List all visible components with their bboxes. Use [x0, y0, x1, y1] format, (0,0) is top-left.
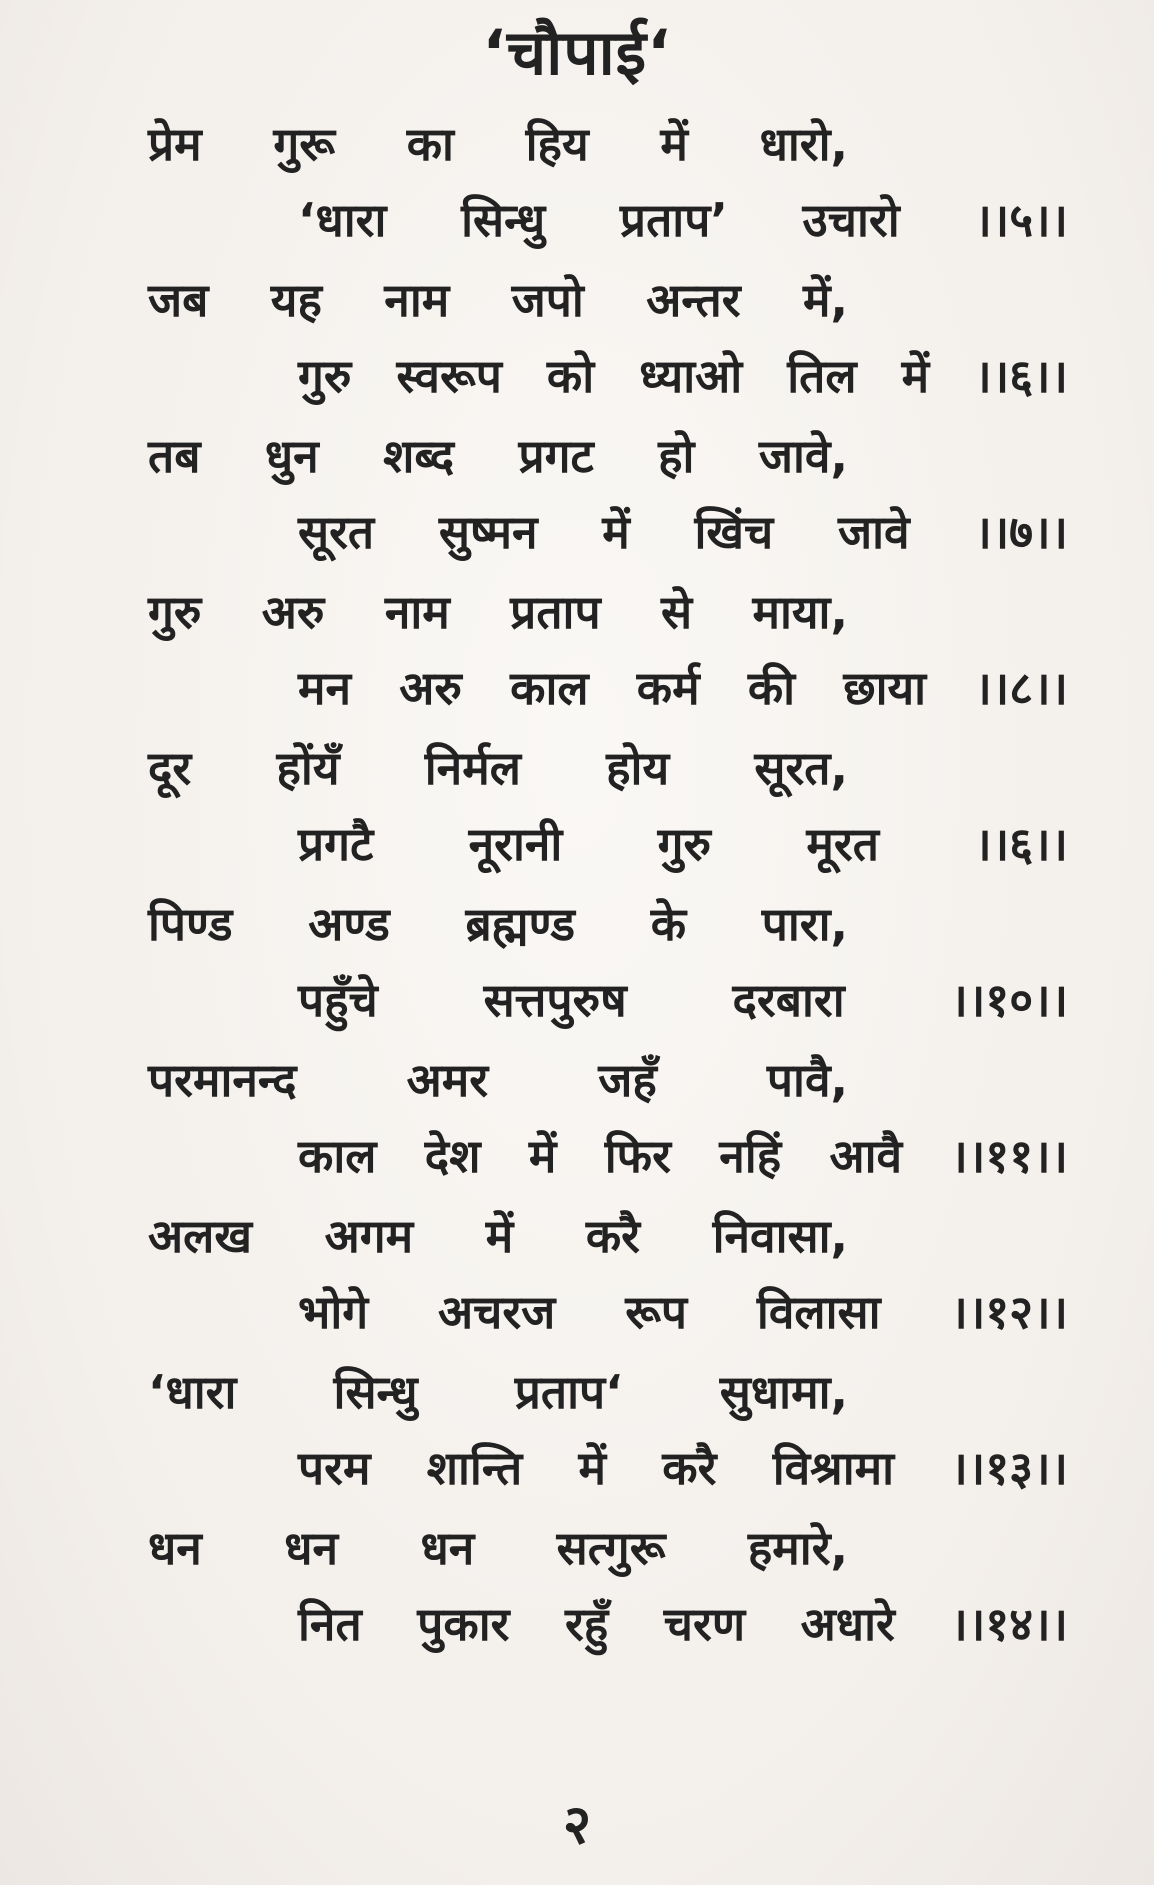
verse-word: में [528, 1129, 557, 1183]
verse-word: ।।१३।। [950, 1441, 1068, 1495]
verse-word: काल [298, 1129, 377, 1183]
verse-word: के [650, 897, 687, 951]
verse-line-second [298, 188, 1068, 252]
verse-word: पिण्ड [148, 897, 233, 951]
verse-line-first [148, 268, 848, 332]
verse-line-first [148, 580, 848, 644]
verse-word: विश्रामा [772, 1441, 895, 1495]
verse-word: ।।१४।। [950, 1597, 1068, 1651]
verse-line-first [148, 112, 848, 176]
verse-word: शब्द [383, 429, 455, 483]
verse-word: शान्ति [426, 1441, 523, 1495]
verse-word: ।।६।। [974, 349, 1068, 403]
verse-word: सिन्धु [461, 193, 546, 247]
verse-word: धन [284, 1521, 339, 1575]
verse-word: नूरानी [468, 817, 563, 871]
verse-word: कर्म [636, 661, 700, 715]
verse-word: यह [270, 273, 322, 327]
verse-word: का [406, 117, 454, 171]
verse-word: सूरत [298, 505, 375, 559]
verse-word: निवासा, [712, 1209, 848, 1263]
verse-word: विलासा [756, 1285, 881, 1339]
verse-word: प्रताप‘ [514, 1365, 623, 1419]
verse-word: ।।१०।। [950, 973, 1068, 1027]
page-number: २ [562, 1793, 592, 1856]
verse-word: तब [148, 429, 201, 483]
verse-word: में [485, 1209, 514, 1263]
verse-word: जहँ [598, 1053, 657, 1107]
verse-line-first [148, 424, 848, 488]
verse-word: अमर [406, 1053, 489, 1107]
verse-word: में [602, 505, 630, 559]
verse-word: ।।५।। [974, 193, 1068, 247]
verse-word: होय [606, 741, 670, 795]
verse-word: जब [148, 273, 209, 327]
verse-word: ।।८।। [974, 661, 1068, 715]
verse-word: गुरु [298, 349, 352, 403]
verse-word: हमारे, [747, 1521, 848, 1575]
verse-word: माया, [752, 585, 848, 639]
verse-word: ध्याओ [639, 349, 743, 403]
verse-word: परम [298, 1441, 371, 1495]
verse-word: अरु [399, 661, 462, 715]
verse-word: तिल [787, 349, 857, 403]
verse-word: रूप [625, 1285, 688, 1339]
verse-word: निर्मल [424, 741, 521, 795]
verse-word: पारा, [761, 897, 848, 951]
verse-word: परमानन्द [148, 1053, 297, 1107]
verse-word: गुरु [657, 817, 712, 871]
verse-line-first [148, 1360, 848, 1424]
verse-word: में [660, 117, 688, 171]
verse-line-second [298, 500, 1068, 564]
verse-line-first [148, 892, 848, 956]
verse-word: हो [658, 429, 695, 483]
verse-line-second [298, 1280, 1068, 1344]
verse-word: करै [662, 1441, 717, 1495]
verse-word: में [578, 1441, 606, 1495]
verse-word: अचरज [438, 1285, 556, 1339]
verse-word: प्रेम [148, 117, 202, 171]
verse-word: में [901, 349, 930, 403]
verse-word: ।।१२।। [950, 1285, 1068, 1339]
verse-line-second [298, 1592, 1068, 1656]
verse-word: अधारे [800, 1597, 895, 1651]
verse-word: नाम [384, 273, 450, 327]
verse-word: फिर [604, 1129, 671, 1183]
verse-word: दरबारा [732, 973, 845, 1027]
verse-line-first [148, 1204, 848, 1268]
verse-word: होंयँ [276, 741, 340, 795]
verse-word: रहुँ [564, 1597, 609, 1651]
verse-word: सूरत, [754, 741, 848, 795]
verse-word: प्रगटै [298, 817, 374, 871]
verse-word: प्रगट [518, 429, 594, 483]
verse-line-second [298, 1436, 1068, 1500]
verse-word: जावे, [758, 429, 848, 483]
verse-word: भोगे [298, 1285, 369, 1339]
verse-word: अन्तर [646, 273, 741, 327]
verse-word: नाम [384, 585, 450, 639]
verse-word: जपो [511, 273, 584, 327]
verse-word: खिंच [694, 505, 774, 559]
verse-word: पुकार [417, 1597, 510, 1651]
verse-word: काल [510, 661, 589, 715]
page-title: ‘चौपाई‘ [482, 16, 672, 89]
verse-word: सत्गुरू [556, 1521, 666, 1575]
verse-word: अगम [324, 1209, 414, 1263]
verse-word: हिय [525, 117, 589, 171]
verse-word: गुरु [148, 585, 202, 639]
verse-word: से [660, 585, 693, 639]
verse-word: उचारो [802, 193, 900, 247]
verse-word: स्वरूप [396, 349, 502, 403]
verse-word: में, [802, 273, 848, 327]
verse-word: करै [585, 1209, 640, 1263]
verse-line-first [148, 1048, 848, 1112]
verse-word: अरु [261, 585, 325, 639]
verse-word: अलख [148, 1209, 252, 1263]
verse-word: मन [298, 661, 352, 715]
verse-word: धुन [264, 429, 319, 483]
verse-word: धारो, [759, 117, 848, 171]
verse-word: सुष्मन [438, 505, 538, 559]
verse-word: धन [420, 1521, 475, 1575]
verse-word: ब्रह्मण्ड [465, 897, 576, 951]
verse-word: पहुँचे [298, 973, 378, 1027]
verse-line-first [148, 1516, 848, 1580]
verse-line-second [298, 656, 1068, 720]
verse-word: ।।६।। [974, 817, 1068, 871]
verse-word: ।।११।। [950, 1129, 1068, 1183]
verse-word: को [546, 349, 595, 403]
verse-line-second [298, 1124, 1068, 1188]
verse-word: प्रताप [510, 585, 601, 639]
verse-word: सुधामा, [719, 1365, 848, 1419]
verse-word: प्रताप’ [619, 193, 728, 247]
verse-word: अण्ड [308, 897, 390, 951]
verse-word: चरण [663, 1597, 746, 1651]
verse-word: पावै, [766, 1053, 848, 1107]
verse-word: आवै [829, 1129, 903, 1183]
verse-word: सिन्धु [333, 1365, 418, 1419]
verse-line-second [298, 812, 1068, 876]
verse-word: गुरू [273, 117, 336, 171]
verse-word: दूर [148, 741, 192, 795]
verse-word: नहिं [719, 1129, 782, 1183]
verse-word: ।।७।। [974, 505, 1068, 559]
verse-word: छाया [843, 661, 927, 715]
verse-word: जावे [837, 505, 910, 559]
verse-word: नित [298, 1597, 362, 1651]
verse-word: ‘धारा [148, 1365, 237, 1419]
verse-word: मूरत [806, 817, 879, 871]
verse-word: ‘धारा [298, 193, 387, 247]
verse-line-second [298, 344, 1068, 408]
verse-word: धन [148, 1521, 202, 1575]
verse-word: देश [424, 1129, 481, 1183]
verse-line-second [298, 968, 1068, 1032]
verse-line-first [148, 736, 848, 800]
verse-word: सत्तपुरुष [483, 973, 627, 1027]
verse-word: की [747, 661, 796, 715]
